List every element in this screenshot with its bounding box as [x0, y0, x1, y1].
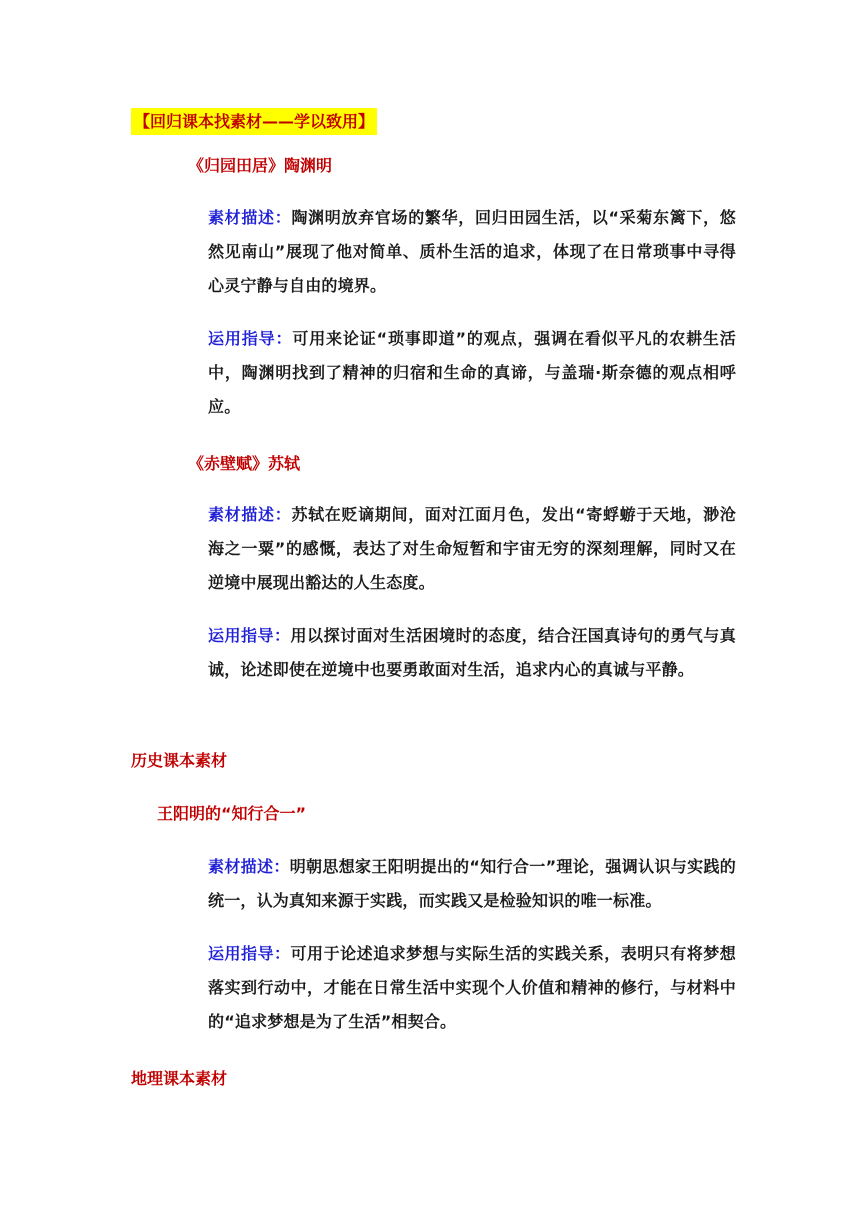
description-label: 素材描述：: [208, 857, 290, 876]
guidance-text: 可用来论证“琐事即道”的观点，强调在看似平凡的农耕生活中，陶渊明找到了精神的归宿和生命的真谛，与盖瑞·斯奈德的观点相呼应。: [208, 329, 736, 416]
description-text: 苏轼在贬谪期间，面对江面月色，发出“寄蜉蝣于天地，渺沧海之一粟”的感慨，表达了对生命短暂和宇宙无穷的深刻理解，同时又在逆境中展现出豁达的人生态度。: [208, 505, 736, 592]
page-banner: 【回归课本找素材——学以致用】: [131, 108, 377, 135]
usage-guidance: [208, 322, 736, 424]
section-title-geography: 地理课本素材: [131, 1069, 228, 1088]
guidance-label: 运用指导：: [208, 944, 291, 963]
work-title-chibifu: 《赤壁赋》苏轼: [188, 454, 301, 473]
material-description: [208, 201, 736, 303]
material-description: [208, 850, 736, 918]
description-text: 明朝思想家王阳明提出的“知行合一”理论，强调认识与实践的统一，认为真知来源于实践，而实践又是检验知识的唯一标准。: [208, 857, 736, 910]
work-title-guiyuantianju: 《归园田居》陶渊明: [188, 156, 333, 175]
guidance-label: 运用指导：: [208, 329, 293, 348]
guidance-text: 用以探讨面对生活困境时的态度，结合汪国真诗句的勇气与真诚，论述即使在逆境中也要勇敢面对生活，追求内心的真诚与平静。: [208, 626, 736, 679]
description-text: 陶渊明放弃官场的繁华，回归田园生活，以“采菊东篱下，悠然见南山”展现了他对简单、质朴生活的追求，体现了在日常琐事中寻得心灵宁静与自由的境界。: [208, 208, 736, 295]
description-label: 素材描述：: [208, 505, 292, 524]
guidance-text: 可用于论述追求梦想与实际生活的实践关系，表明只有将梦想落实到行动中，才能在日常生活中实现个人价值和精神的修行，与材料中的“追求梦想是为了生活”相契合。: [208, 944, 736, 1031]
guidance-label: 运用指导：: [208, 626, 291, 645]
section-title-history: 历史课本素材: [131, 751, 228, 770]
description-label: 素材描述：: [208, 208, 292, 227]
material-description: [208, 498, 736, 600]
item-title-zhixingheyi: 王阳明的“知行合一”: [157, 804, 307, 823]
usage-guidance: [208, 619, 736, 687]
usage-guidance: [208, 937, 736, 1039]
